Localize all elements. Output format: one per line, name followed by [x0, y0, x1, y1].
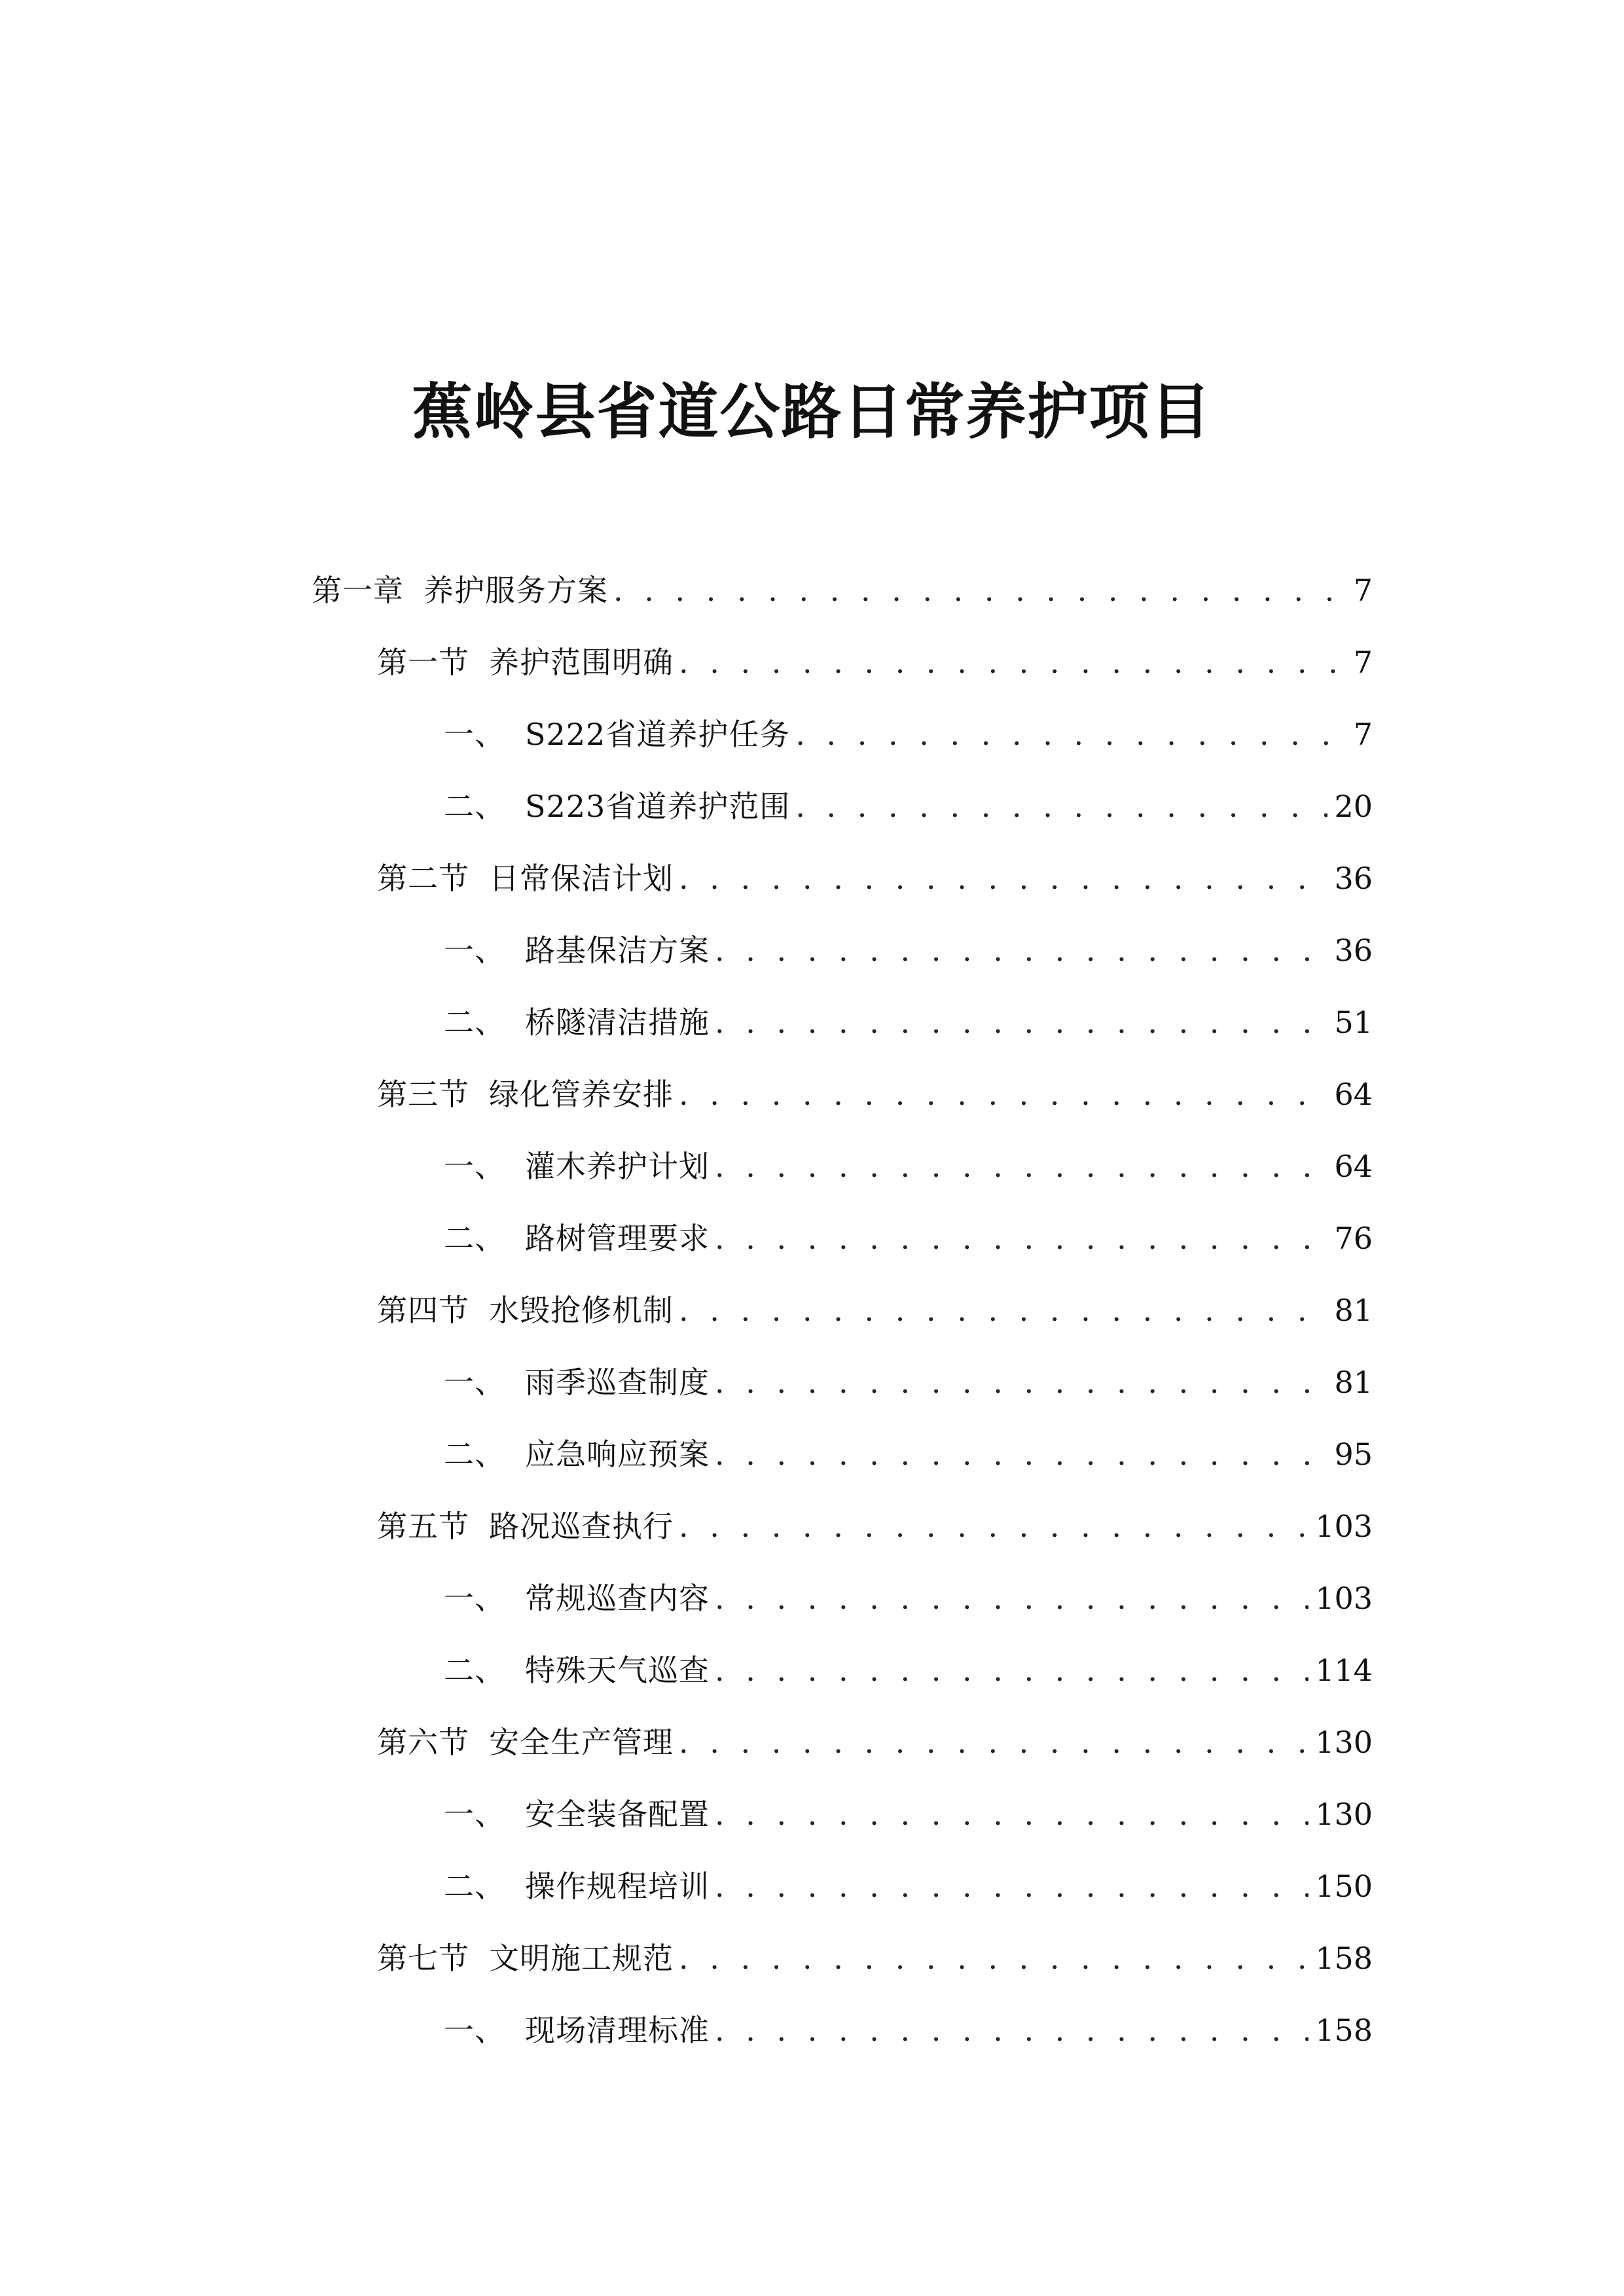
toc-page-number: 158 [1315, 1941, 1373, 1976]
toc-entry-number: 二、 [444, 1005, 505, 1040]
toc-dot-leader [715, 1364, 1327, 1401]
toc-page-number: 20 [1334, 789, 1373, 824]
toc-entry-text: 常规巡查内容 [525, 1581, 710, 1616]
toc-page-number: 7 [1353, 717, 1373, 752]
toc-entry-number: 二、 [444, 1221, 505, 1256]
toc-page-number: 36 [1334, 861, 1373, 896]
toc-entry-item[interactable] [444, 1348, 1373, 1401]
toc-entry-number: 第四节 [377, 1293, 469, 1328]
toc-dot-leader [679, 1292, 1327, 1329]
toc-dot-leader [715, 1220, 1327, 1257]
toc-entry-number: 一、 [444, 1797, 505, 1832]
toc-entry-number: 二、 [444, 1869, 505, 1904]
toc-page-number: 114 [1315, 1653, 1373, 1688]
toc-entry-text: 特殊天气巡查 [525, 1653, 710, 1688]
toc-entry-text: S223省道养护范围 [525, 789, 791, 824]
toc-entry-section-7[interactable] [377, 1924, 1373, 1977]
toc-dot-leader [613, 572, 1340, 609]
toc-page-number: 64 [1334, 1077, 1373, 1112]
toc-entry-number: 第六节 [377, 1725, 469, 1760]
toc-entry-number: 二、 [444, 789, 505, 824]
toc-entry-text: 操作规程培训 [525, 1869, 710, 1904]
toc-dot-leader [715, 1796, 1308, 1833]
toc-page-number: 130 [1315, 1797, 1373, 1832]
toc-entry-item[interactable] [444, 772, 1373, 825]
toc-entry-item[interactable] [444, 988, 1373, 1041]
toc-entry-text: 水毁抢修机制 [489, 1293, 674, 1328]
toc-entry-text: 养护服务方案 [424, 573, 608, 608]
toc-entry-item[interactable] [444, 1132, 1373, 1185]
toc-entry-text: 现场清理标准 [525, 2013, 710, 2048]
toc-entry-chapter-1[interactable] [312, 556, 1373, 609]
toc-entry-text: 文明施工规范 [489, 1941, 674, 1976]
toc-entry-text: 灌木养护计划 [525, 1149, 710, 1184]
toc-dot-leader [715, 1652, 1308, 1689]
toc-entry-item[interactable] [444, 1204, 1373, 1257]
toc-entry-number: 第一章 [312, 573, 404, 608]
toc-entry-item[interactable] [444, 700, 1373, 753]
toc-page-number: 51 [1334, 1005, 1373, 1040]
toc-dot-leader [679, 1076, 1327, 1113]
toc-dot-leader [715, 1580, 1308, 1617]
toc-page-number: 130 [1315, 1725, 1373, 1760]
toc-dot-leader [715, 932, 1327, 969]
toc-dot-leader [715, 1868, 1308, 1905]
toc-dot-leader [795, 716, 1340, 753]
toc-dot-leader [795, 788, 1327, 825]
toc-entry-item[interactable] [444, 1780, 1373, 1833]
toc-entry-section-4[interactable] [377, 1276, 1373, 1329]
toc-page-number: 81 [1334, 1293, 1373, 1328]
toc-page-number: 7 [1353, 573, 1373, 608]
toc-entry-item[interactable] [444, 1420, 1373, 1473]
toc-dot-leader [679, 860, 1327, 897]
toc-entry-item[interactable] [444, 916, 1373, 969]
toc-entry-text: 雨季巡查制度 [525, 1365, 710, 1400]
toc-page-number: 158 [1315, 2013, 1373, 2048]
toc-entry-number: 第二节 [377, 861, 469, 896]
toc-page-number: 36 [1334, 933, 1373, 968]
toc-entry-number: 二、 [444, 1437, 505, 1472]
toc-entry-text: 安全装备配置 [525, 1797, 710, 1832]
toc-entry-section-5[interactable] [377, 1492, 1373, 1545]
toc-entry-number: 一、 [444, 2013, 505, 2048]
toc-page-number: 103 [1315, 1509, 1373, 1544]
toc-dot-leader [715, 1004, 1327, 1041]
toc-page-number: 81 [1334, 1365, 1373, 1400]
toc-dot-leader [715, 1436, 1327, 1473]
toc-entry-text: 绿化管养安排 [489, 1077, 674, 1112]
toc-dot-leader [679, 1508, 1308, 1545]
toc-entry-text: 日常保洁计划 [489, 861, 674, 896]
toc-entry-section-6[interactable] [377, 1708, 1373, 1761]
toc-page-number: 76 [1334, 1221, 1373, 1256]
toc-entry-text: 桥隧清洁措施 [525, 1005, 710, 1040]
toc-entry-text: 路树管理要求 [525, 1221, 710, 1256]
toc-entry-number: 一、 [444, 1581, 505, 1616]
toc-entry-text: 安全生产管理 [489, 1725, 674, 1760]
toc-entry-item[interactable] [444, 1636, 1373, 1689]
toc-entry-number: 一、 [444, 717, 505, 752]
toc-page-number: 95 [1334, 1437, 1373, 1472]
toc-entry-item[interactable] [444, 1852, 1373, 1905]
toc-entry-text: S222省道养护任务 [525, 717, 791, 752]
toc-entry-section-2[interactable] [377, 844, 1373, 897]
toc-entry-section-1[interactable] [377, 628, 1373, 681]
page-title: 蕉岭县省道公路日常养护项目 [412, 376, 1212, 447]
toc-dot-leader [679, 1940, 1308, 1977]
toc-entry-number: 一、 [444, 1149, 505, 1184]
toc-entry-number: 一、 [444, 1365, 505, 1400]
toc-entry-number: 第三节 [377, 1077, 469, 1112]
toc-page-number: 7 [1353, 645, 1373, 680]
toc-entry-number: 第一节 [377, 645, 469, 680]
toc-entry-number: 二、 [444, 1653, 505, 1688]
toc-dot-leader [679, 1724, 1308, 1761]
toc-entry-item[interactable] [444, 1564, 1373, 1617]
toc-entry-text: 路况巡查执行 [489, 1509, 674, 1544]
toc-dot-leader [715, 2012, 1308, 2049]
toc-entry-number: 第七节 [377, 1941, 469, 1976]
toc-page-number: 103 [1315, 1581, 1373, 1616]
toc-dot-leader [679, 644, 1340, 681]
toc-page-number: 150 [1315, 1869, 1373, 1904]
toc-dot-leader [715, 1148, 1327, 1185]
toc-entry-text: 路基保洁方案 [525, 933, 710, 968]
toc-entry-section-3[interactable] [377, 1060, 1373, 1113]
toc-entry-text: 应急响应预案 [525, 1437, 710, 1472]
toc-page-number: 64 [1334, 1149, 1373, 1184]
toc-entry-text: 养护范围明确 [489, 645, 674, 680]
toc-entry-number: 第五节 [377, 1509, 469, 1544]
toc-entry-item[interactable] [444, 1996, 1373, 2049]
toc-entry-number: 一、 [444, 933, 505, 968]
